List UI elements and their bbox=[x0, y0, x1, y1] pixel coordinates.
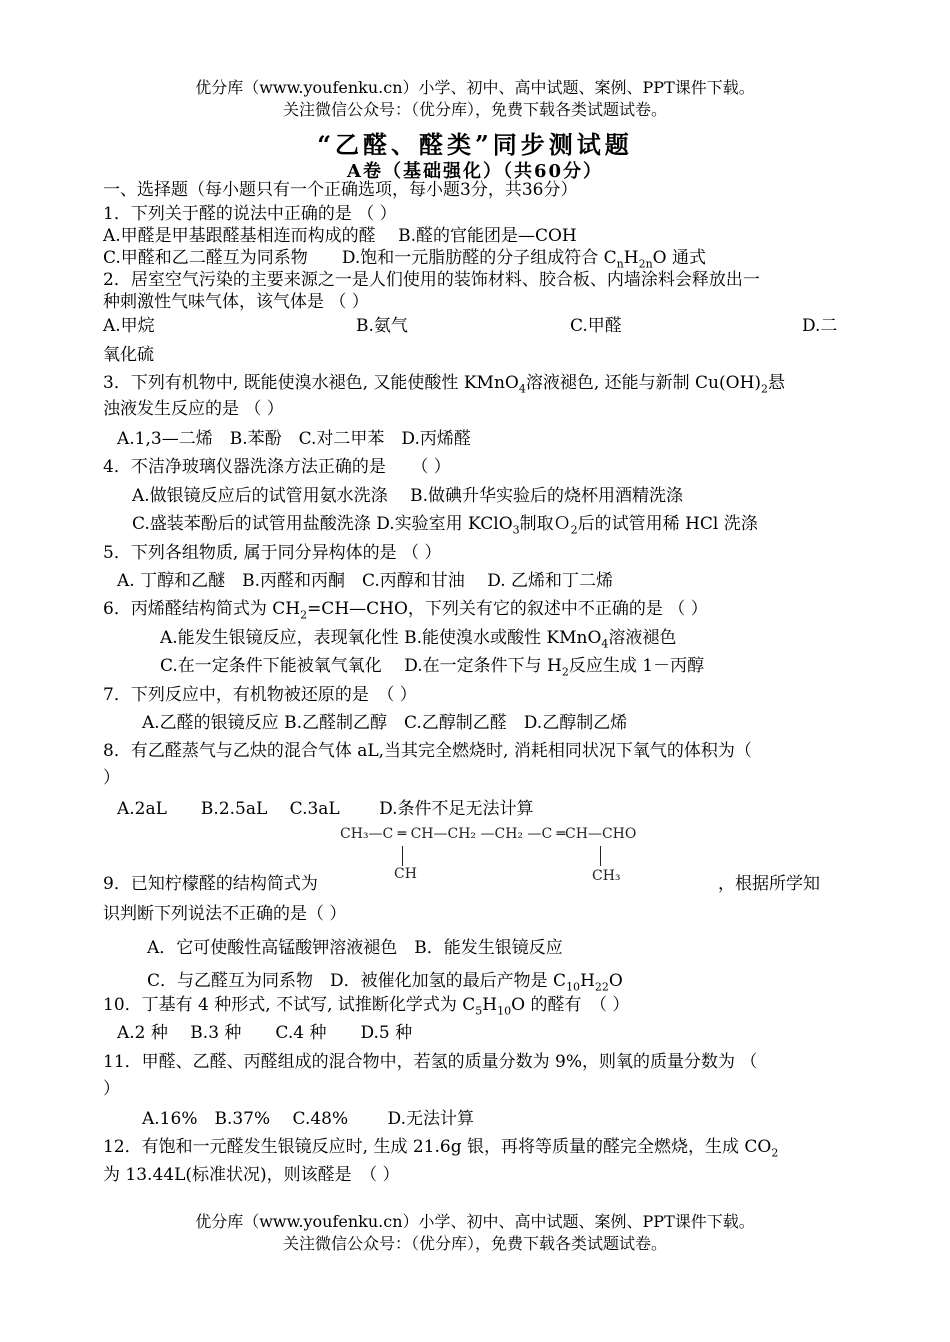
q1-option-b: B.醛的官能团是—COH bbox=[398, 226, 577, 246]
q3-stem-1: 3．下列有机物中, 既能使溴水褪色, 又能使酸性 KMnO$_4$溶液褪色, 还能与新制 $Cu(OH)_2$悬 bbox=[103, 373, 786, 396]
section-heading: 一、选择题（每小题只有一个正确选项，每小题3分，共36分） bbox=[103, 180, 578, 200]
q7-stem: 7．下列反应中，有机物被还原的是 （ ） bbox=[103, 685, 417, 705]
q9-options-ab: A．它可使酸性高锰酸钾溶液褪色 B．能发生银镜反应 bbox=[147, 938, 563, 958]
q1-options-ab bbox=[103, 224, 577, 248]
q11-options: A.16% B.37% C.48% D.无法计算 bbox=[142, 1109, 474, 1129]
footer-line-1: 优分库（www.youfenku.cn）小学、初中、高中试题、案例、PPT课件下载。 bbox=[195, 1212, 755, 1231]
page-title: “乙醛、醛类”同步测试题 bbox=[317, 130, 633, 159]
q8-stem-1: 8．有乙醛蒸气与乙炔的混合气体 aL,当其完全燃烧时, 消耗相同状况下氧气的体积为（ bbox=[103, 741, 752, 761]
header-line-1: 优分库（www.youfenku.cn）小学、初中、高中试题、案例、PPT课件下载。 bbox=[195, 78, 755, 97]
q1-stem: 1．下列关于醛的说法中正确的是 （ ） bbox=[103, 204, 397, 224]
q8-stem-2: ） bbox=[103, 768, 120, 788]
q2-option-d: D.二 bbox=[802, 316, 838, 336]
q4-options-cd: C.盛装苯酚后的试管用盐酸洗涤 D.实验室用 KClO$_3$制取Ｏ$_2$后的试管用稀 HCl 洗涤 bbox=[132, 514, 758, 537]
q8-options: A.2aL B.2.5aL C.3aL D.条件不足无法计算 bbox=[117, 799, 534, 819]
q9-stem: 9．已知柠檬醛的结构简式为 bbox=[103, 874, 318, 894]
q12-stem-2: 为 13.44L(标准状况)，则该醛是 （ ） bbox=[103, 1165, 400, 1185]
q10-options: A.2 种 B.3 种 C.4 种 D.5 种 bbox=[117, 1023, 413, 1043]
q10-stem: 10．丁基有 4 种形式, 不试写, 试推断化学式为 $C_5H_{10}O$ 的醛有 （ ） bbox=[103, 995, 630, 1018]
q2-option-d-cont: 氧化硫 bbox=[103, 345, 154, 365]
citral-branch-1: CH bbox=[394, 866, 417, 882]
q9-stem-2: 识判断下列说法不正确的是（ ） bbox=[103, 904, 347, 924]
citral-bond-1 bbox=[402, 846, 403, 866]
q3-stem-2: 浊液发生反应的是 （ ） bbox=[103, 399, 284, 419]
q4-options-ab: A.做银镜反应后的试管用氨水洗涤 B.做碘升华实验后的烧杯用酒精洗涤 bbox=[132, 486, 683, 506]
q12-stem-1: 12．有饱和一元醛发生银镜反应时, 生成 21.6g 银，再将等质量的醛完全燃烧，生成 $CO_2$ bbox=[103, 1137, 779, 1160]
q11-stem-2: ） bbox=[103, 1079, 120, 1099]
footer-line-2: 关注微信公众号：（优分库），免费下载各类试题试卷。 bbox=[282, 1234, 667, 1253]
q6-options-cd: C.在一定条件下能被氧气氧化 D.在一定条件下与 $H_2$反应生成 1－丙醇 bbox=[160, 656, 705, 679]
q5-stem: 5．下列各组物质, 属于同分异构体的是 （ ） bbox=[103, 543, 442, 563]
q1-option-c: C.甲醛和乙二醛互为同系物 bbox=[103, 248, 308, 268]
q9-stem-end: ，根据所学知 bbox=[718, 874, 820, 894]
q11-stem-1: 11．甲醛、乙醛、丙醛组成的混合物中，若氢的质量分数为 9%，则氧的质量分数为 （ bbox=[103, 1052, 758, 1072]
citral-structure-main: CH₃—C ═ CH—CH₂ —CH₂ —C ═CH—CHO bbox=[340, 826, 637, 842]
page-subtitle: A卷（基础强化）（共60分） bbox=[346, 161, 603, 182]
q1-option-d: D.饱和一元脂肪醛的分子组成符合 $C_nH_{2n}O$ 通式 bbox=[341, 248, 707, 271]
citral-branch-2: CH₃ bbox=[592, 868, 621, 884]
citral-bond-2 bbox=[600, 846, 601, 866]
q2-stem-1: 2．居室空气污染的主要来源之一是人们使用的装饰材料、胶合板、内墙涂料会释放出一 bbox=[103, 270, 760, 290]
header-line-2: 关注微信公众号：（优分库），免费下载各类试题试卷。 bbox=[282, 100, 667, 119]
q7-options: A.乙醛的银镜反应 B.乙醛制乙醇 C.乙醇制乙醛 D.乙醇制乙烯 bbox=[142, 713, 628, 733]
q1-option-a: A.甲醛是甲基跟醛基相连而构成的醛 bbox=[103, 226, 376, 246]
q4-stem: 4．不洁净玻璃仪器洗涤方法正确的是 （ ） bbox=[103, 457, 451, 477]
q6-options-ab: A.能发生银镜反应，表现氧化性 B.能使溴水或酸性 KMnO$_4$溶液褪色 bbox=[160, 628, 677, 651]
q5-options: A. 丁醇和乙醚 B.丙醛和丙酮 C.丙醇和甘油 D. 乙烯和丁二烯 bbox=[117, 571, 614, 591]
q2-option-a: A.甲烷 bbox=[103, 316, 155, 336]
q2-stem-2: 种刺激性气味气体，该气体是 （ ） bbox=[103, 292, 369, 312]
q2-option-c: C.甲醛 bbox=[570, 316, 622, 336]
q3-options: A.1,3—二烯 B.苯酚 C.对二甲苯 D.丙烯醛 bbox=[117, 429, 471, 449]
q9-options-cd: C．与乙醛互为同系物 D．被催化加氢的最后产物是 $C_{10}H_{22}O$ bbox=[147, 971, 623, 994]
q2-option-b: B.氨气 bbox=[356, 316, 408, 336]
q6-stem: 6．丙烯醛结构简式为 $CH_2=CH—CHO$，下列关有它的叙述中不正确的是 （ ） bbox=[103, 599, 708, 622]
